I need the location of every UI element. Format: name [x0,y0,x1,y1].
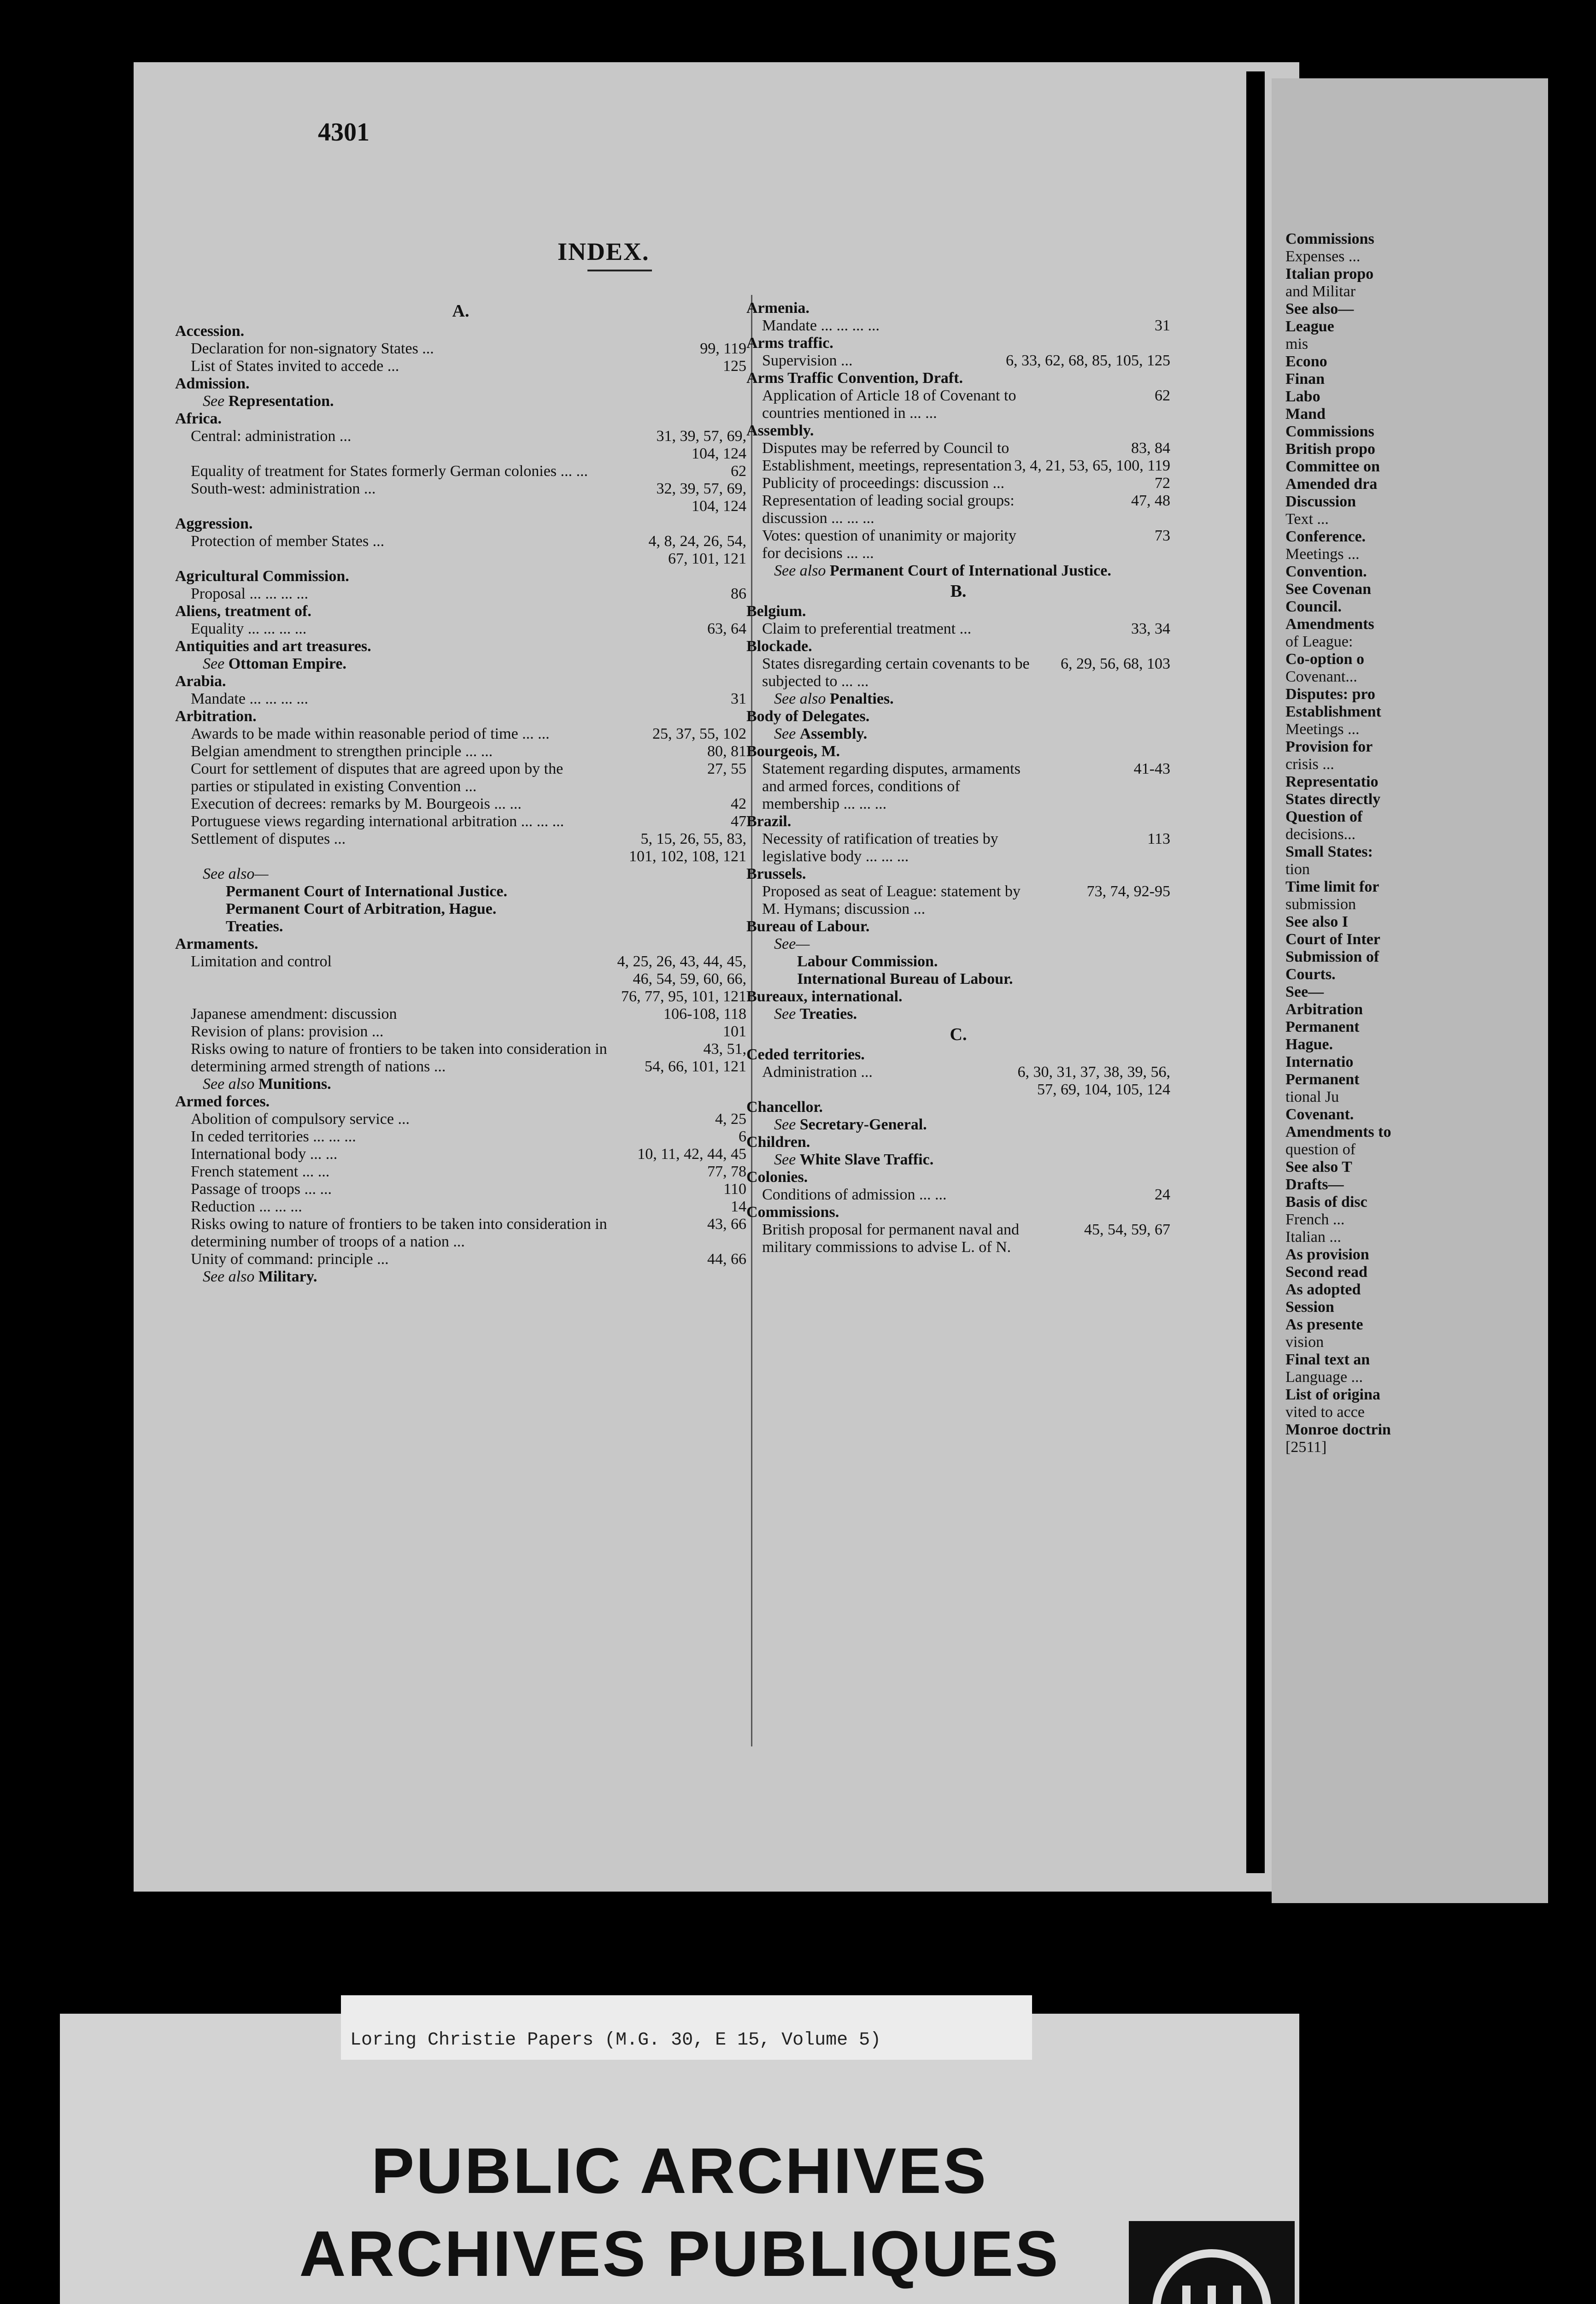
entry-pages: 31 [1155,317,1170,334]
index-entry [746,475,1170,492]
see-also-target: Permanent Court of International Justice. [829,562,1111,579]
index-heading: Agricultural Commission. [175,568,349,585]
index-heading: Admission. [175,375,250,392]
index-entry [746,883,1170,918]
page-fold-shadow [1246,71,1265,1873]
index-heading: Armenia. [746,300,810,317]
facing-page-line: Basis of disc [1285,1193,1367,1211]
facing-page-line: As adopted [1285,1281,1361,1298]
entry-pages: 45, 54, 59, 67 [1084,1221,1170,1238]
facing-page-line: Finan [1285,370,1325,388]
entry-pages: 33, 34 [1131,620,1170,637]
see-reference: See Representation. [203,393,334,410]
see-also-reference: See also Military. [203,1268,317,1285]
facing-page-line: Permanent [1285,1018,1360,1035]
entry-pages: 6, 30, 31, 37, 38, 39, 56, 57, 69, 104, 105, 124 [1017,1064,1170,1098]
index-heading: Africa. [175,410,222,427]
entry-pages: 62 [731,463,746,480]
index-entry [175,1005,746,1023]
see-reference: See Treaties. [774,1005,857,1023]
entry-text: Unity of command: principle ... [191,1251,389,1268]
facing-page-line: Expenses ... [1285,248,1361,265]
facing-page-line: Provision for [1285,738,1373,755]
facing-page-line: Monroe doctrin [1285,1421,1391,1438]
title-rule [587,270,652,271]
entry-text: Mandate ... ... ... ... [191,690,308,707]
index-heading: Brussels. [746,865,806,882]
facing-page-line: Discussion [1285,493,1356,510]
facing-page-line: vision [1285,1334,1324,1351]
entry-text: Application of Article 18 of Covenant to countries mentioned in ... ... [762,387,1016,422]
see-target: Secretary-General. [799,1116,927,1133]
entry-text: Mandate ... ... ... ... [762,317,880,334]
facing-page-line: Convention. [1285,563,1367,580]
entry-pages: 80, 81 [707,743,746,760]
index-heading: Armed forces. [175,1093,270,1110]
see-also-target: Permanent Court of Arbitration, Hague. [226,900,497,917]
facing-page-line: List of origina [1285,1386,1380,1403]
facing-page-line: Meetings ... [1285,721,1360,738]
index-heading: Arms Traffic Convention, Draft. [746,370,963,387]
see-also-target: Munitions. [258,1076,331,1093]
entry-pages: 77, 78 [707,1163,746,1180]
entry-pages: 72 [1155,475,1170,492]
facing-page-line: submission [1285,896,1356,913]
index-heading: Bureau of Labour. [746,918,870,935]
entry-pages: 24 [1155,1186,1170,1203]
index-entry [175,340,746,358]
index-heading: Armaments. [175,935,258,952]
index-entry [175,1040,746,1076]
entry-pages: 6, 29, 56, 68, 103 [1061,655,1170,672]
facing-page-line: question of [1285,1141,1356,1158]
facing-page-line: See also— [1285,300,1354,317]
entry-text: Statement regarding disputes, armaments and armed forces, conditions of membership ... ... ... [762,760,1021,812]
facing-page-line: Small States: [1285,843,1373,860]
entry-pages: 41-43 [1133,760,1170,777]
entry-text: Proposal ... ... ... ... [191,585,308,602]
facing-page-line: As provision [1285,1246,1369,1263]
facing-page-line: See also I [1285,913,1348,930]
entry-pages: 31 [731,690,746,707]
index-heading: Assembly. [746,422,814,439]
facing-page-line: Council. [1285,598,1342,615]
facing-page-line: Courts. [1285,966,1336,983]
index-heading: Body of Delegates. [746,708,870,725]
facing-page-line: Drafts— [1285,1176,1344,1193]
entry-pages: 47 [731,813,746,830]
entry-text: Necessity of ratification of treaties by legislative body ... ... ... [762,830,998,865]
facing-page-line: Establishment [1285,703,1381,720]
index-entry [175,1198,746,1216]
index-entry [175,795,746,813]
entry-text: Proposed as seat of League: statement by M. Hymans; discussion ... [762,883,1021,917]
archive-reference: Loring Christie Papers (M.G. 30, E 15, Volume 5) [350,2030,881,2051]
index-entry [175,813,746,830]
entry-pages: 83, 84 [1131,440,1170,457]
facing-page-line: See also T [1285,1158,1352,1176]
see-also-reference: See also Munitions. [203,1076,331,1093]
facing-page-line: Covenant... [1285,668,1357,685]
entry-pages: 31, 39, 57, 69, 104, 124 [656,428,746,462]
facing-page [1272,78,1548,1903]
facing-page-line: Committee on [1285,458,1380,475]
index-entry [175,725,746,743]
see-reference: See Assembly. [774,725,868,742]
index-entry [746,1064,1170,1099]
see-reference: See White Slave Traffic. [774,1151,934,1168]
see-target: Labour Commission. [797,953,938,970]
entry-pages: 43, 66 [707,1216,746,1233]
facing-page-line: League [1285,318,1334,335]
index-entry [175,428,746,463]
see-also-reference: See also Penalties. [774,690,894,707]
archive-line-fr: ARCHIVES PUBLIQUES [299,2217,1060,2290]
index-right-column [746,300,1170,1256]
facing-page-line: of League: [1285,633,1353,650]
index-entry [746,1221,1170,1256]
see-target: Assembly. [799,725,868,742]
index-entry [175,463,746,480]
index-heading: Brazil. [746,813,792,830]
entry-pages: 73 [1155,527,1170,544]
facing-page-line: Italian propo [1285,265,1374,282]
index-entry [175,760,746,795]
see-target: Representation. [228,393,334,410]
index-heading: Commissions. [746,1204,839,1221]
index-heading: Bureaux, international. [746,988,903,1005]
entry-text: International body ... ... [191,1146,338,1163]
facing-page-line: crisis ... [1285,756,1334,773]
entry-pages: 113 [1147,830,1170,847]
entry-text: Belgian amendment to strengthen principle ... ... [191,743,493,760]
facing-page-line: See Covenan [1285,581,1372,598]
facing-page-line: Covenant. [1285,1106,1354,1123]
facing-page-line: Court of Inter [1285,931,1380,948]
index-entry [175,830,746,865]
index-heading: Accession. [175,323,245,340]
see-target: Treaties. [799,1005,857,1023]
entry-pages: 42 [731,795,746,812]
archives-logo-icon [1147,2244,1276,2304]
index-entry [175,620,746,638]
entry-pages: 99, 119 [700,340,746,357]
entry-text: Claim to preferential treatment ... [762,620,972,637]
index-entry [175,743,746,760]
entry-text: South-west: administration ... [191,480,376,497]
entry-pages: 4, 25, 26, 43, 44, 45, 46, 54, 59, 60, 66, 76, 77, 95, 101, 121 [617,953,746,1005]
facing-page-line: Italian ... [1285,1228,1341,1246]
entry-text: Passage of troops ... ... [191,1181,332,1198]
entry-pages: 25, 37, 55, 102 [652,725,746,742]
facing-page-line: Amendments to [1285,1123,1391,1140]
entry-pages: 4, 25 [715,1111,746,1128]
index-entry [175,1023,746,1040]
entry-text: Representation of leading social groups: discussion ... ... ... [762,492,1015,527]
facing-page-line: Time limit for [1285,878,1379,895]
facing-page-line: Final text an [1285,1351,1370,1368]
index-entry [175,1128,746,1146]
facing-page-line: States directly [1285,791,1381,808]
entry-pages: 3, 4, 21, 53, 65, 100, 119 [1014,457,1170,474]
entry-pages: 125 [723,358,746,375]
index-heading: Chancellor. [746,1099,823,1116]
index-entry [746,760,1170,813]
index-entry [175,690,746,708]
entry-pages: 110 [723,1181,746,1198]
index-entry [175,585,746,603]
entry-text: Limitation and control [191,953,332,970]
index-entry [175,953,746,1005]
page-number: 4301 [318,118,370,147]
facing-page-line: Internatio [1285,1053,1354,1070]
entry-text: In ceded territories ... ... ... [191,1128,356,1145]
index-title: INDEX. [557,238,650,265]
index-heading: Antiquities and art treasures. [175,638,371,655]
facing-page-text [1285,230,1548,1456]
entry-pages: 44, 66 [707,1251,746,1268]
index-heading: Aliens, treatment of. [175,603,311,620]
section-letter: B. [950,582,967,601]
index-entry [746,830,1170,865]
index-heading: Bourgeois, M. [746,743,840,760]
entry-text: Court for settlement of disputes that are agreed upon by the parties or stipulated in existing Convention ... [191,760,563,795]
index-entry [746,655,1170,690]
index-entry [746,352,1170,370]
entry-text: Execution of decrees: remarks by M. Bourgeois ... ... [191,795,522,812]
index-heading: Arbitration. [175,708,257,725]
entry-text: Risks owing to nature of frontiers to be taken into consideration in determining number of troops of a nation ... [191,1216,607,1250]
entry-text: Supervision ... [762,352,853,369]
entry-text: Revision of plans: provision ... [191,1023,384,1040]
facing-page-line: Second read [1285,1264,1367,1281]
facing-page-line: Permanent [1285,1071,1360,1088]
facing-page-line: [2511] [1285,1439,1327,1456]
see-also-target: Treaties. [226,918,283,935]
entry-text: List of States invited to accede ... [191,358,399,375]
index-heading: Aggression. [175,515,253,532]
facing-page-line: Question of [1285,808,1363,825]
index-entry [746,527,1170,562]
entry-pages: 27, 55 [707,760,746,777]
entry-text: Administration ... [762,1064,873,1081]
index-entry [746,387,1170,422]
facing-page-line: vited to acce [1285,1404,1365,1421]
see-reference: See Secretary-General. [774,1116,927,1133]
index-heading: Children. [746,1134,810,1151]
entry-pages: 86 [731,585,746,602]
entry-pages: 6 [739,1128,746,1145]
facing-page-line: Amended dra [1285,476,1378,493]
facing-page-line: Meetings ... [1285,546,1360,563]
entry-pages: 73, 74, 92-95 [1086,883,1170,900]
facing-page-line: Co-option o [1285,651,1364,668]
facing-page-line: Language ... [1285,1369,1363,1386]
entry-text: Portuguese views regarding international arbitration ... ... ... [191,813,564,830]
facing-page-line: Commissions [1285,230,1374,247]
entry-text: Conditions of admission ... ... [762,1186,947,1203]
entry-text: States disregarding certain covenants to be subjected to ... ... [762,655,1030,690]
facing-page-line: Text ... [1285,511,1329,528]
section-letter: A. [452,301,469,321]
see-target: White Slave Traffic. [799,1151,934,1168]
facing-page-line: French ... [1285,1211,1345,1228]
entry-text: Central: administration ... [191,428,352,445]
see-label: See— [774,935,810,952]
see-reference: See Ottoman Empire. [203,655,346,672]
see-target: International Bureau of Labour. [797,970,1013,987]
facing-page-line: Representatio [1285,773,1379,790]
entry-text: Establishment, meetings, representation [762,457,1012,474]
facing-page-line: mis [1285,335,1308,353]
entry-text: Declaration for non-signatory States ... [191,340,434,357]
facing-page-line: As presente [1285,1316,1363,1333]
index-heading: Blockade. [746,638,812,655]
facing-page-line: Mand [1285,406,1326,423]
facing-page-line: Conference. [1285,528,1366,545]
index-entry [175,1111,746,1128]
index-entry [746,1186,1170,1204]
facing-page-line: See— [1285,983,1324,1000]
facing-page-line: Session [1285,1299,1334,1316]
entry-pages: 32, 39, 57, 69, 104, 124 [656,480,746,515]
index-heading: Arabia. [175,673,226,690]
entry-pages: 101 [723,1023,746,1040]
entry-text: Awards to be made within reasonable period of time ... ... [191,725,550,742]
index-entry [175,358,746,375]
index-entry [746,317,1170,335]
index-entry [175,1163,746,1181]
index-entry [746,440,1170,457]
see-also-target: Penalties. [829,690,894,707]
index-heading: Arms traffic. [746,335,833,352]
index-heading: Colonies. [746,1169,808,1186]
facing-page-line: decisions... [1285,826,1356,843]
index-entry [746,620,1170,638]
index-entry [746,492,1170,527]
entry-pages: 62 [1155,387,1170,404]
entry-pages: 47, 48 [1131,492,1170,509]
entry-text: Japanese amendment: discussion [191,1005,397,1023]
entry-pages: 43, 51, 54, 66, 101, 121 [645,1040,746,1075]
index-entry [175,1251,746,1268]
entry-text: British proposal for permanent naval and military commissions to advise L. of N. [762,1221,1020,1256]
entry-text: Abolition of compulsory service ... [191,1111,410,1128]
entry-text: Equality of treatment for States formerly German colonies ... ... [191,463,588,480]
entry-pages: 10, 11, 42, 44, 45 [637,1146,746,1163]
facing-page-line: Commissions [1285,423,1374,440]
entry-text: French statement ... ... [191,1163,330,1180]
archive-line-en: PUBLIC ARCHIVES [371,2134,988,2207]
index-left-column [175,300,746,1286]
index-entry [175,533,746,568]
facing-page-line: tion [1285,861,1310,878]
facing-page-line: Econo [1285,353,1327,370]
entry-text: Reduction ... ... ... [191,1198,302,1215]
entry-pages: 63, 64 [707,620,746,637]
see-target: Ottoman Empire. [228,655,346,672]
entry-pages: 14 [731,1198,746,1215]
index-heading: Ceded territories. [746,1046,865,1063]
archives-logo [1129,2221,1295,2304]
facing-page-line: tional Ju [1285,1088,1339,1105]
facing-page-line: Arbitration [1285,1001,1363,1018]
entry-pages: 106-108, 118 [663,1005,746,1023]
entry-text: Publicity of proceedings: discussion ... [762,475,1005,492]
facing-page-line: Amendments [1285,616,1374,633]
facing-page-line: British propo [1285,441,1375,458]
entry-text: Disputes may be referred by Council to [762,440,1009,457]
facing-page-line: Labo [1285,388,1320,405]
index-entry [175,1146,746,1163]
entry-text: Settlement of disputes ... [191,830,346,847]
facing-page-line: and Militar [1285,283,1356,300]
index-heading: Belgium. [746,603,806,620]
entry-text: Protection of member States ... [191,533,385,550]
index-entry [175,1181,746,1198]
section-letter: C. [950,1025,967,1044]
facing-page-line: Disputes: pro [1285,686,1375,703]
see-also-target: Permanent Court of International Justice. [226,883,507,900]
entry-text: Votes: question of unanimity or majority for decisions ... ... [762,527,1016,562]
entry-text: Equality ... ... ... ... [191,620,307,637]
index-entry [746,457,1170,475]
entry-pages: 6, 33, 62, 68, 85, 105, 125 [1006,352,1170,369]
entry-pages: 4, 8, 24, 26, 54, 67, 101, 121 [648,533,746,567]
see-also-target: Military. [258,1268,317,1285]
entry-pages: 5, 15, 26, 55, 83, 101, 102, 108, 121 [629,830,746,865]
see-also-reference: See also Permanent Court of International Justice. [774,562,1111,579]
index-entry [175,1216,746,1251]
entry-text: Risks owing to nature of frontiers to be taken into consideration in determining armed strength of nations ... [191,1040,607,1075]
see-also-label: See also— [203,865,269,882]
facing-page-line: Submission of [1285,948,1379,965]
facing-page-line: Hague. [1285,1036,1333,1053]
index-entry [175,480,746,515]
